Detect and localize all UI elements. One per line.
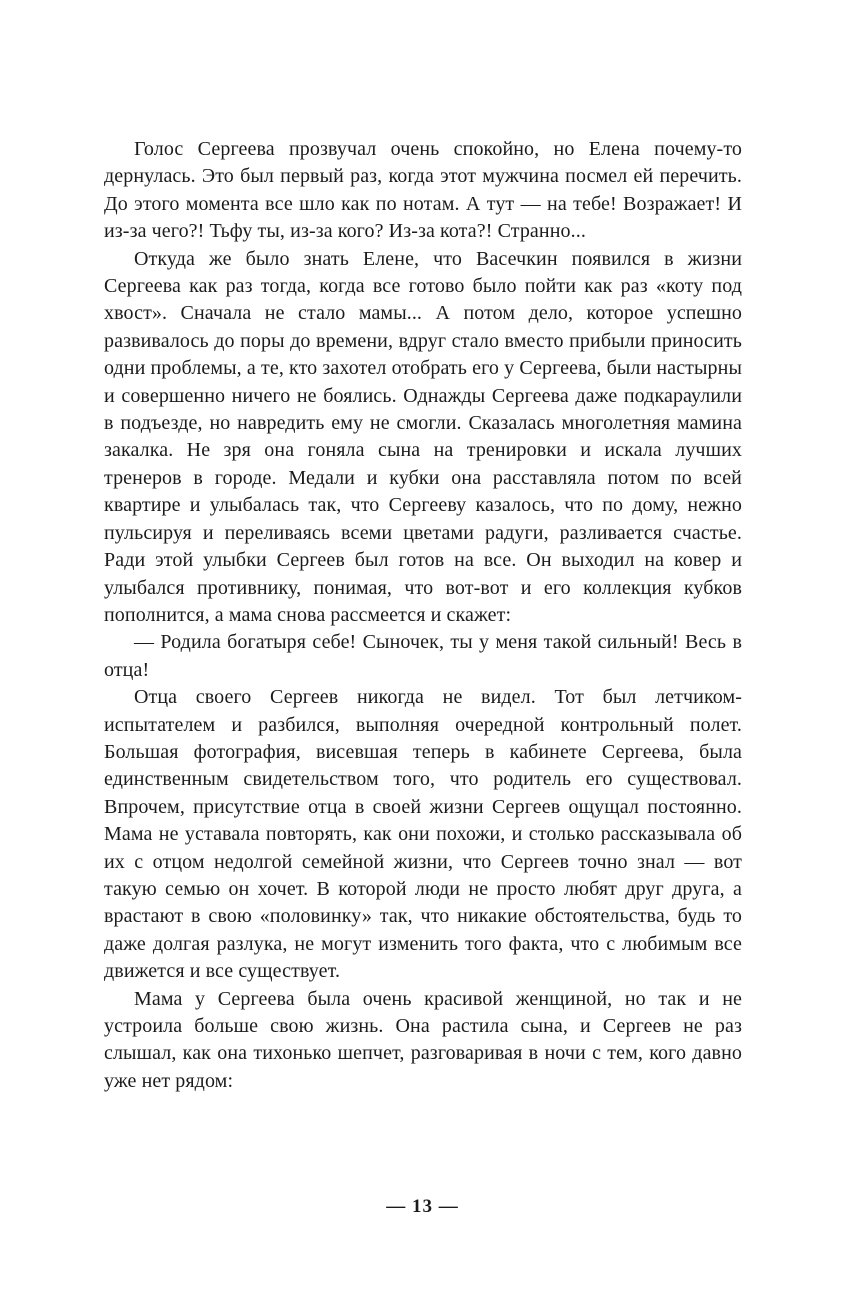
paragraph-dialogue: — Родила богатыря себе! Сыночек, ты у меня такой сильный! Весь в отца! xyxy=(104,631,742,681)
paragraph: Мама у Сергеева была очень красивой женщиной, но так и не устроила больше свою жизнь. Она растила сына, и Сергеев не раз слышал, как она тихонько шепчет, разговаривая в ночи с тем, кого давно уже нет рядом: xyxy=(104,987,742,1092)
page-number: — 13 — xyxy=(386,1196,459,1217)
page-text xyxy=(104,136,742,1095)
paragraph: Отца своего Сергеев никогда не видел. Тот был летчиком-испытателем и разбился, выполняя очередной контрольный полет. Большая фотография, висевшая теперь в кабинете Сергеева, была единственным свидетельством того, что родитель его существовал. Впрочем, присутствие отца в своей жизни Сергеев ощущал постоянно. Мама не уставала повторять, как они похожи, и столько рассказывала об их с отцом недолгой семейной жизни, что Сергеев точно знал — вот такую семью он хочет. В которой люди не просто любят друг друга, а врастают в свою «половинку» так, что никакие обстоятельства, будь то даже долгая разлука, не могут изменить того факта, что с любимым все движется и все существует. xyxy=(104,686,742,983)
paragraph: Откуда же было знать Елене, что Васечкин появился в жизни Сергеева как раз тогда, когда все готово было пойти как раз «коту под хвост». Сначала не стало мамы... А потом дело, которое успешно развивалось до поры до времени, вдруг стало вместо прибыли приносить одни проблемы, а те, кто захотел отобрать его у Сергеева, были настырны и совершенно ничего не боялись. Однажды Сергеева даже подкараулили в подъезде, но навредить ему не смогли. Сказалась многолетняя мамина закалка. Не зря она гоняла сына на тренировки и искала лучших тренеров в городе. Медали и кубки она расставляла потом по всей квартире и улыбалась так, что Сергееву казалось, что по дому, нежно пульсируя и переливаясь всеми цветами радуги, разливается счастье. Ради этой улыбки Сергеев был готов на все. Он выходил на ковер и улыбался противнику, понимая, что вот-вот и его коллекция кубков пополнится, а мама снова рассмеется и скажет: xyxy=(104,247,742,626)
paragraph: Голос Сергеева прозвучал очень спокойно, но Елена почему-то дернулась. Это был первый раз, когда этот мужчина посмел ей перечить. До этого момента все шло как по нотам. А тут — на тебе! Возражает! И из-за чего?! Тьфу ты, из-за кого? Из-за кота?! Странно... xyxy=(104,138,742,243)
